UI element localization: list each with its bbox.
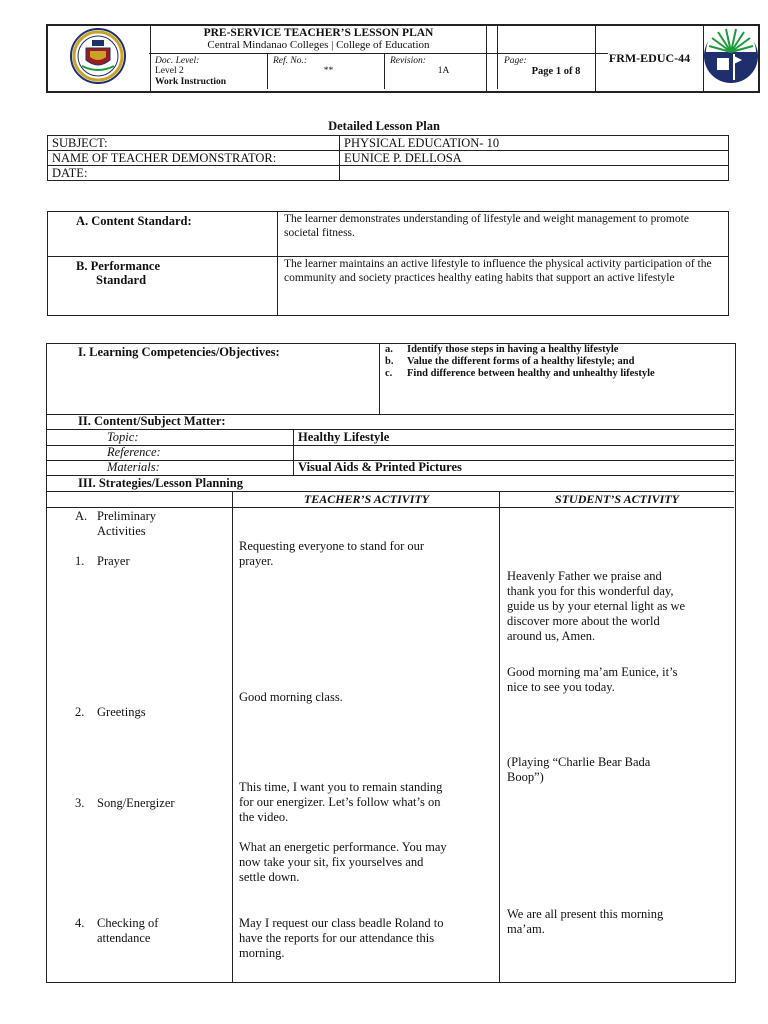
step-1-num: 1. (75, 554, 85, 568)
teacher-prayer: Requesting everyone to stand for our prayer. (239, 539, 425, 568)
lc-label-cell (46, 343, 380, 415)
subject-row (48, 136, 729, 151)
teacher-attendance: May I request our class beadle Roland to have the reports for our attendance this morning. (239, 916, 444, 960)
date-label: DATE: (48, 166, 340, 181)
content-subject-row (46, 414, 734, 430)
content-standard-label: A. Content Standard: (48, 212, 278, 257)
reference-label: Reference: (107, 445, 161, 459)
divider (499, 492, 500, 982)
teacher-row (48, 151, 729, 166)
doc-level-cell (149, 53, 268, 89)
student-greeting: Good morning ma’am Eunice, it’s nice to see you today. (507, 665, 678, 694)
doc-level-label: Doc. Level: (155, 56, 200, 66)
divider (293, 430, 294, 475)
left-logo-cell (47, 25, 151, 92)
teacher-value: EUNICE P. DELLOSA (340, 151, 729, 166)
strategies-row (46, 476, 734, 492)
subject-value: PHYSICAL EDUCATION- 10 (340, 136, 729, 151)
education-logo-icon (704, 26, 758, 86)
page-cell (497, 53, 608, 89)
content-subject-label: II. Content/Subject Matter: (78, 414, 226, 428)
revision-cell (384, 53, 497, 89)
topic-label: Topic: (107, 430, 139, 444)
teacher-greeting: Good morning class. (239, 690, 343, 704)
performance-standard-label: B. Performance (76, 259, 160, 273)
college-name: Central Mindanao Colleges | College of Education (207, 39, 430, 51)
ref-no-label: Ref. No.: (273, 56, 308, 66)
materials-label: Materials: (107, 460, 160, 474)
content-standard-text: The learner demonstrates understanding of lifestyle and weight management to promote societal fitness. (278, 212, 729, 257)
subject-label: SUBJECT: (48, 136, 340, 151)
student-prayer: Heavenly Father we praise and thank you for this wonderful day, guide us by your eternal light as we discover more about the world around us, Amen. (507, 569, 686, 643)
objective-b: b. Value the different forms of a healthy lifestyle; and (385, 356, 635, 367)
step-4-label-2: attendance (97, 931, 151, 945)
teacher-energizer: This time, I want you to remain standing for our energizer. Let’s follow what’s on the video. (239, 780, 443, 824)
standards-table (47, 211, 729, 316)
performance-standard-label-2: Standard (96, 273, 147, 287)
right-logo-cell (703, 25, 759, 92)
objective-c: c. Find difference between healthy and unhealthy lifestyle (385, 368, 655, 379)
topic-value: Healthy Lifestyle (298, 430, 390, 444)
student-activity-header: STUDENT’S ACTIVITY (555, 492, 679, 506)
revision-value: 1A (437, 66, 450, 76)
page-value: Page 1 of 8 (531, 66, 581, 77)
document-title: Detailed Lesson Plan (328, 119, 440, 133)
step-a-line2: Activities (97, 524, 146, 538)
strategies-label: III. Strategies/Lesson Planning (78, 476, 243, 490)
step-2-label: Greetings (97, 705, 146, 719)
lc-label: I. Learning Competencies/Objectives: (78, 345, 280, 359)
page-label: Page: (504, 56, 527, 66)
performance-standard-row (48, 257, 729, 316)
form-code: FRM-EDUC-44 (596, 25, 704, 92)
work-instruction: Work Instruction (155, 77, 226, 87)
date-row (48, 166, 729, 181)
student-energizer: (Playing “Charlie Bear Bada Boop”) (507, 755, 651, 784)
performance-standard-text: The learner maintains an active lifestyle to influence the physical activity participation of the community and society practices healthy eating habits that support an active lifestyle (278, 257, 729, 316)
objectives-cell (379, 343, 734, 415)
form-title: PRE-SERVICE TEACHER’S LESSON PLAN (203, 27, 434, 39)
objective-a: a. Identify those steps in having a healthy lifestyle (385, 344, 619, 355)
step-1-label: Prayer (97, 554, 130, 568)
teacher-label: NAME OF TEACHER DEMONSTRATOR: (48, 151, 340, 166)
teacher-activity-header: TEACHER’S ACTIVITY (303, 492, 430, 506)
date-value (340, 166, 729, 181)
college-seal-icon (48, 26, 150, 86)
doc-level-value: Level 2 (155, 66, 184, 76)
student-attendance: We are all present this morning ma’am. (507, 907, 664, 936)
step-4-label: Checking of (97, 916, 159, 930)
ref-no-cell (267, 53, 385, 89)
performance-standard-label-cell (48, 257, 278, 316)
objectives-list (379, 343, 734, 380)
divider (232, 492, 233, 982)
materials-value: Visual Aids & Printed Pictures (298, 460, 462, 474)
step-3-label: Song/Energizer (97, 796, 175, 810)
step-3-num: 3. (75, 796, 85, 810)
step-a-line1: Preliminary (97, 509, 157, 523)
step-4-num: 4. (75, 916, 85, 930)
topic-row (46, 430, 734, 446)
step-a-letter: A. (75, 509, 88, 523)
revision-label: Revision: (390, 56, 426, 66)
step-2-num: 2. (75, 705, 85, 719)
teacher-settle: What an energetic performance. You may now take your sit, fix yourselves and settle down. (239, 840, 447, 884)
ref-no-value: ** (323, 66, 334, 76)
content-standard-row (48, 212, 729, 257)
divider (497, 24, 498, 54)
info-table (47, 135, 729, 181)
